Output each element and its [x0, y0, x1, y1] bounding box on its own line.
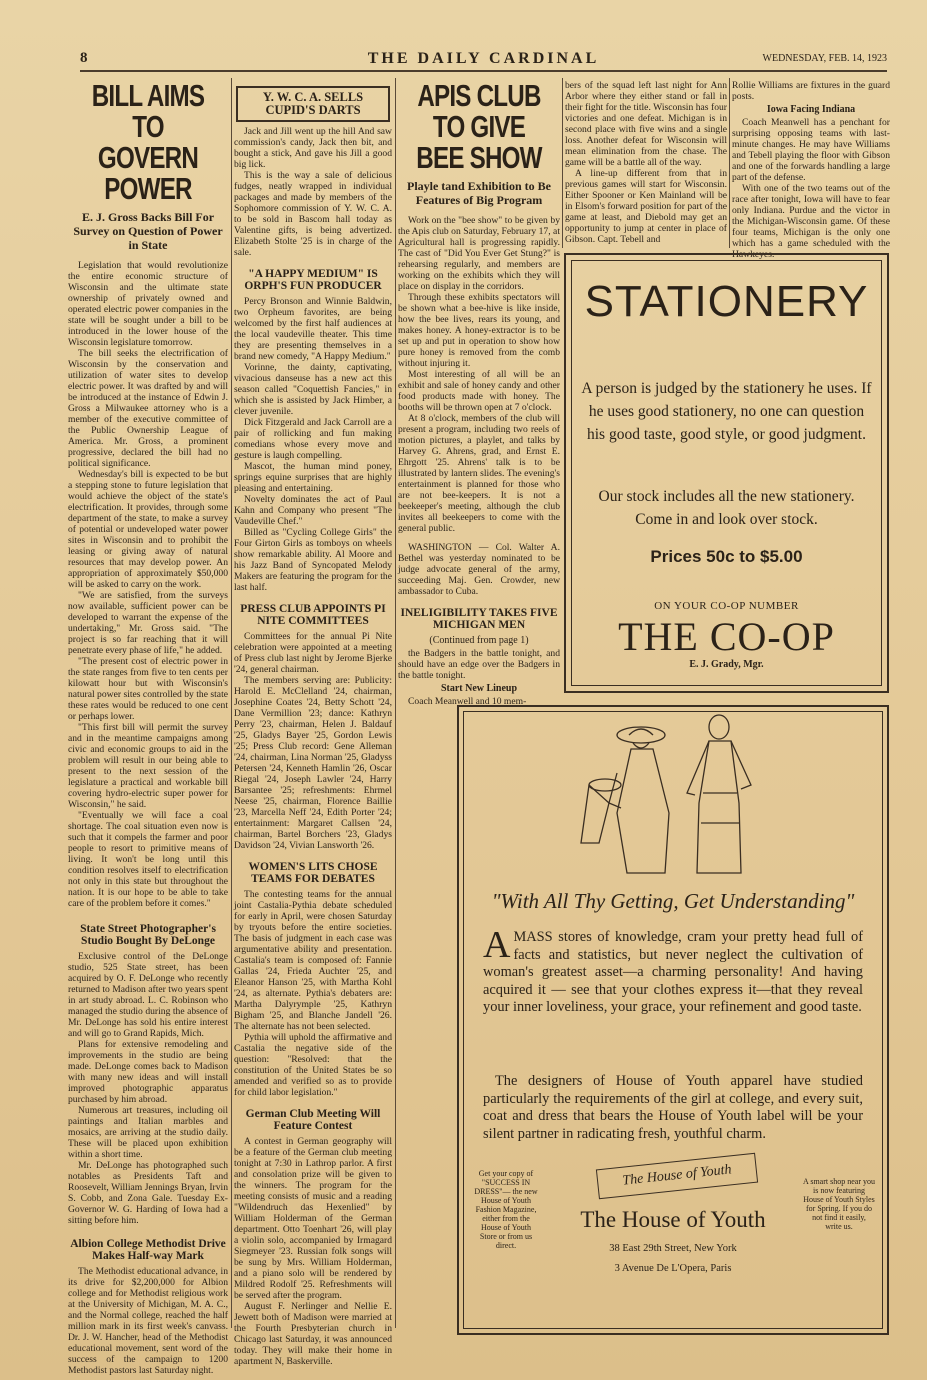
column-4 — [565, 80, 727, 248]
house-of-youth-advertisement — [457, 705, 889, 1335]
article-paragraph: Most interesting of all will be an exhibit and sale of honey candy and other food products made with honey. The booths will be thrown open at 7 o'clock. — [398, 369, 560, 413]
ad-address-1: 38 East 29th Street, New York — [609, 1243, 737, 1254]
ad-text: A person is judged by the stationery he uses. If he uses good stationery, no one can question his good taste, good style, or good judgment. — [581, 380, 872, 443]
headline-ywca: Y. W. C. A. SELLS CUPID'S DARTS — [236, 86, 390, 122]
masthead — [80, 50, 887, 70]
ad-body-text: MASS stores of knowledge, cram your pretty head full of facts and statistics, but never neglect the cultivation of woman's greatest asset—a charming personality! And having acquired it — see that your clothes express it—that they reveal your inner loveliness, your grace, your refinement and good taste. — [483, 929, 863, 1015]
article-paragraph: The Methodist educational advance, in its drive for $2,200,000 for Albion college and for Methodist religious work at the University of Michigan, M. A. C., and the Normal college, reached the half million mark in its first week's canvass. Dr. J. W. Hancher, head of the Methodist educational movement, sent word of the success of the campaign to 1200 Methodist pastors last Saturday night. — [68, 1266, 228, 1376]
headline-press-club: PRESS CLUB APPOINTS PI NITE COMMITTEES — [240, 603, 386, 627]
article-paragraph: Pythia will uphold the affirmative and Castalia the negative side of the question: "Resolved: that the constitution of the United States be so amended and verified so as to provide for child labor legislation." — [234, 1032, 392, 1098]
paper-name: THE DAILY CARDINAL — [367, 50, 600, 67]
column-2 — [234, 86, 392, 1367]
ad-body-2: The designers of House of Youth apparel have studied particularly the requirements of the girl at college, and every suit, coat and dress that bears the House of Youth label will be your silent partner in radicating fresh, youthful charm. — [483, 1073, 863, 1142]
article-paragraph: Rollie Williams are fixtures in the guard posts. — [732, 80, 890, 102]
article-paragraph: Dick Fitzgerald and Jack Carroll are a pair of rollicking and fun making comedians whose every move and gesture is laugh compelling. — [234, 417, 392, 461]
ad-manager: E. J. Grady, Mgr. — [689, 659, 764, 670]
article-paragraph: "We are satisfied, from the surveys now available, sufficient power can be developed to warrant the expense of the undertaking," Mr. Gross said. "The project is so far reaching that it will penetrate every phase of life," he added. — [68, 590, 228, 656]
article-paragraph: "The present cost of electric power in the state ranges from five to ten cents per kilowatt hour but with Wisconsin's natural power sites controlled by the state these rates would be reduced to one cent or perhaps lower. — [68, 656, 228, 722]
article-paragraph: Coach Meanwell and 10 mem- — [408, 696, 527, 707]
ad-address-2: 3 Avenue De L'Opera, Paris — [614, 1263, 732, 1274]
column-5 — [732, 80, 890, 260]
article-paragraph: Plans for extensive remodeling and improvements in the studio are being made. DeLonge comes back to Madison with many new ideas and will install improved photographic apparatus purchased by him abroad. — [68, 1039, 228, 1105]
subhead-bill: E. J. Gross Backs Bill For Survey on Question of Power in State — [73, 210, 223, 252]
article-paragraph: The contesting teams for the annual joint Castalia-Pythia debate scheduled for early in April, were chosen Saturday by tryouts before the entire societies. The basis of judgment in each case was argumentative ability and presentation. Castalia's team is composed of: Fannie Gallas '24, Frieda Auchter '25, and Eleanor Hanson '25, with Martha Kohl '24, as alternate. Pythia's debaters are: Martha Dalyrymple '25, Kathryn Bigham '25, and Blanche Jandell '26. The alternate has not been selected. — [234, 889, 392, 1032]
ad-slogan: "With All Thy Getting, Get Understanding" — [491, 889, 855, 913]
headline-medium: "A HAPPY MEDIUM" IS ORPH'S FUN PRODUCER — [244, 268, 382, 292]
ad-body — [483, 924, 863, 1017]
article-paragraph: WASHINGTON — Col. Walter A. Bethel was yesterday nominated to be judge advocate general of the army, succeeding Maj. Gen. Crowder, new ambassador to Cuba. — [398, 542, 560, 597]
column-3 — [398, 78, 560, 707]
masthead-rule — [80, 70, 887, 72]
article-paragraph: Through these exhibits spectators will be shown what a bee-hive is like inside, how the bee lives, rears its young, and makes honey. A honey-extractor is to be set up and put in operation to show how pure honey is removed from the comb without injuring it. — [398, 292, 560, 369]
article-paragraph: The bill seeks the electrification of Wisconsin by the conservation and utilization of water sites to develop electric power. It was drafted by and will be introduced at the instance of Edwin J. Gross a Milwaukee attorney who is a member of the executive committee of the Public Ownership League of America. Mr. Gross, a prominent progressive, declared the bill had no political significance. — [68, 348, 228, 469]
column-divider — [395, 78, 396, 1328]
article-paragraph: Billed as "Cycling College Girls" the Four Girton Girls as tomboys on wheels show remarkable ability. Al Moore and his Jazz Band of Syncopated Melody Makers are featuring the program for the last half. — [234, 527, 392, 593]
headline-lits: WOMEN'S LITS CHOSE TEAMS FOR DEBATES — [248, 861, 378, 885]
ad-text: Our stock includes all the new stationery. Come in and look over stock. — [598, 488, 855, 528]
ad-headline: STATIONERY — [584, 277, 869, 326]
article-paragraph: At 8 o'clock, members of the club will present a program, including two reels of motion pictures, a playlet, and talks by Harvey G. Ahrens, grad, and Ernst E. Ehrgott '25. Ahrens' talk is to be illustrated by lantern slides. The evening's entertainment is planned for those who are not bee-keepers. It is not a beekeeper's meeting, although the club invites all beekeepers to come with the general public. — [398, 413, 560, 534]
article-paragraph: Wednesday's bill is expected to be but a stepping stone to future legislation that would achieve the object of the state's electrification. It provides, through some department of the state, to make a survey of potential or undeveloped water power sites in Wisconsin and to prohibit the leasing or giving away of natural resources that may develop power. An appropriation of approximately $50,000 will be asked to carry on the work. — [68, 469, 228, 590]
article-paragraph: A contest in German geography will be a feature of the German club meeting tonight at 7:30 in Lathrop parlor. A first and consolation prize will be given to the winners. The program for the meeting consists of music and a reading "Wildendruch das Hexenlied" by William Holderman of the German department. Otto Toenhart '26, will play a violin solo, accompanied by Irmagard Siegmeyer '23. Russian folk songs will be sung by Mrs. William Holderman, and a piano solo will be rendered by Mildred Rodolf '25. Refreshments will be served after the program. — [234, 1136, 392, 1301]
ad-price: Prices 50c to $5.00 — [650, 547, 803, 566]
article-paragraph: The members serving are: Publicity: Harold E. McClelland '24, chairman, Josephine Coates '24, Betty Schott '24, Dane Vermillion '23; dance: Kathryn Perry '23, chairman, Helen J. Baldauf '25, Gladys Bayer '25, Gordon Lewis '25; Press Club record: Gene Alleman '24, chairman, Lina Norman '25, Gladyss Petersen '24, Kenneth Hamlin '26, Oscar Riegal '24, Joseph Lawler '24, Harry Barsantee '25; refreshments: Ehrmel Neese '25, chairman, Florence Baillie '23, Marcella Neff '24, Edith Porter '24; entertainment: Margaret Callsen '24, chairman, Bartel Borchers '23, Gladys Davidson '24, Vivian Lansworth '26. — [234, 675, 392, 851]
subhead-iowa: Iowa Facing Indiana — [766, 104, 856, 115]
drop-cap: A — [483, 924, 511, 966]
article-paragraph: Vorinne, the dainty, captivating, vivacious danseuse has a new act this season called "Coquettish Fancies," in which she is assisted by Jack Himber, a clever juvenile. — [234, 362, 392, 417]
ad-coop-name: THE CO-OP — [618, 614, 835, 659]
article-paragraph: Novelty dominates the act of Paul Kahn and Company who present "The Vaudeville Chef." — [234, 494, 392, 527]
article-paragraph: "Eventually we will face a coal shortage. The coal situation even now is such that it compels the farmer and poor people to resort to primitive means of living. It won't be long until this condition resolves itself to electrification not only in this state but throughout the nation. It is our hope to be able to take care of the problem before it comes." — [68, 810, 228, 909]
article-paragraph: Percy Bronson and Winnie Baldwin, two Orpheum favorites, are being welcomed by the first half audiences at the local vaudeville theater. This time they are presenting themselves in a brand new comedy, "A Happy Medium." — [234, 296, 392, 362]
column-1 — [68, 78, 228, 1376]
article-paragraph: August F. Nerlinger and Nellie E. Jewett both of Madison were married at the Fourth Presbyterian church in Chicago last Saturday, it was announced today. They will make their home in apartment N, Baskerville. — [234, 1301, 392, 1367]
fashion-illustration — [569, 713, 799, 883]
article-paragraph: Numerous art treasures, including oil paintings and Italian marbles and mosaics, are arriving at the studio daily. These will be placed upon exhibition within a short time. — [68, 1105, 228, 1160]
article-paragraph: the Badgers in the battle tonight, and should have an edge over the Badgers in the battle tonight. — [398, 648, 560, 681]
article-paragraph: Mr. DeLonge has photographed such notables as Presidents Taft and Roosevelt, William Jennings Bryan, Irvin S. Cobb, and Zona Gale. Tuesday Ex-Governor W. G. Harding of Iowa had a sitting before him. — [68, 1160, 228, 1226]
subhead-apis: Playle tand Exhibition to Be Features of Big Program — [406, 179, 552, 207]
ad-sidebar-right: A smart shop near you is now featuring House of Youth Styles for Spring. If you do not find it easily, write us. — [803, 1177, 875, 1231]
headline-apis: APIS CLUB TO GIVE BEE SHOW — [416, 78, 542, 175]
article-paragraph: With one of the two teams out of the race after tonight, Iowa will have to fear only Indiana. Purdue and the victor in the Michigan-Wisconsin game. Of these four teams, Michigan is the only one which has a game scheduled with the Hawkeyes. — [732, 183, 890, 260]
article-paragraph: Coach Meanwell has a penchant for surprising opposing teams with last-minute changes. He may have Williams and Tebell playing the floor with Gibson and one of the forwards handling a large part of the defense. — [732, 117, 890, 183]
page-number: 8 — [80, 50, 88, 66]
article-paragraph: A line-up different from that in previous games will start for Wisconsin. Either Spooner or Ken Mainland will be in Elsom's forward position for part of the game at least, and Diebold may get an opportunity to jump at center in place of Gibson. Capt. Tebell and — [565, 168, 727, 245]
ad-sidebar-left: Get your copy of "SUCCESS IN DRESS"— the new House of Youth Fashion Magazine, either from the House of Youth Store or from us direct. — [474, 1169, 538, 1250]
headline-albion: Albion College Methodist Drive Makes Half-way Mark — [70, 1238, 226, 1262]
issue-date: WEDNESDAY, FEB. 14, 1923 — [762, 53, 887, 64]
ad-coop-number: ON YOUR CO-OP NUMBER — [654, 600, 799, 612]
continued-note: (Continued from page 1) — [429, 635, 529, 646]
subhead-lineup: Start New Lineup — [440, 683, 518, 694]
headline-german-club: German Club Meeting Will Feature Contest — [245, 1108, 381, 1132]
headline-photographer: State Street Photographer's Studio Bought By DeLonge — [80, 923, 216, 947]
ad-company-name: The House of Youth — [580, 1207, 766, 1232]
article-paragraph: Legislation that would revolutionize the entire economic structure of Wisconsin and the ultimate state ownership of privately owned and operated electric power companies in the state will be sought under a bill to be introduced in the lower house of the Wisconsin legislature tomorrow. — [68, 260, 228, 348]
headline-bill: BILL AIMS TO GOVERN POWER — [91, 78, 205, 206]
house-of-youth-logo: The House of Youth — [596, 1153, 758, 1200]
article-paragraph: "This first bill will permit the survey and in the meantime campaigns among civic and economic groups to aid in the problem will result in our being able to present to the next session of the legislature a practical and workable bill covering hydro-electric super power for Wisconsin," he said. — [68, 722, 228, 810]
coop-advertisement — [564, 253, 889, 693]
article-paragraph: Committees for the annual Pi Nite celebration were appointed at a meeting of Press club last night by Jerome Bjerke '24, general chairman. — [234, 631, 392, 675]
article-paragraph: Exclusive control of the DeLonge studio, 525 State street, has been acquired by O. F. DeLonge who recently returned to Madison after two years spent in art study abroad. L. C. Robinson who managed the studio during the absence of Mr. DeLonge has sold his entire interest and will go to Grand Rapids, Mich. — [68, 951, 228, 1039]
article-paragraph: This is the way a sale of delicious fudges, neatly wrapped in individual packages and made by members of the Sophomore commission of Y. W. C. A. to be sold in Bascom hall today as Valentine gifts, is being advertized. Elizabeth Stolte '25 is in charge of the sale. — [234, 170, 392, 258]
headline-ineligibility: INELIGIBILITY TAKES FIVE MICHIGAN MEN — [400, 607, 558, 631]
article-paragraph: Mascot, the human mind poney, springs equine surprises that are highly pleasing and entertaining. — [234, 461, 392, 494]
article-paragraph: Work on the "bee show" to be given by the Apis club on Saturday, February 17, at Agricultural hall is progressing rapidly. The cast of "Did You Ever Get Stung?" is rehearsing regularly, and members are working on the exhibits which they will place on display in the corridors. — [398, 215, 560, 292]
article-paragraph: Jack and Jill went up the hill And saw commission's candy, Jack then bit, and bought a stick, And gave his Jill a good big lick. — [234, 126, 392, 170]
column-divider — [562, 78, 563, 248]
column-divider — [729, 78, 730, 248]
column-divider — [231, 78, 232, 1328]
article-paragraph: bers of the squad left last night for Ann Arbor where they either stand or fall in their fight for the title. Wisconsin has four victories and one defeat. Michigan is in second place with five wins and a single loss. Another defeat for Wisconsin will mean elimination from the chase. The game will be a battle all of the way. — [565, 80, 727, 168]
